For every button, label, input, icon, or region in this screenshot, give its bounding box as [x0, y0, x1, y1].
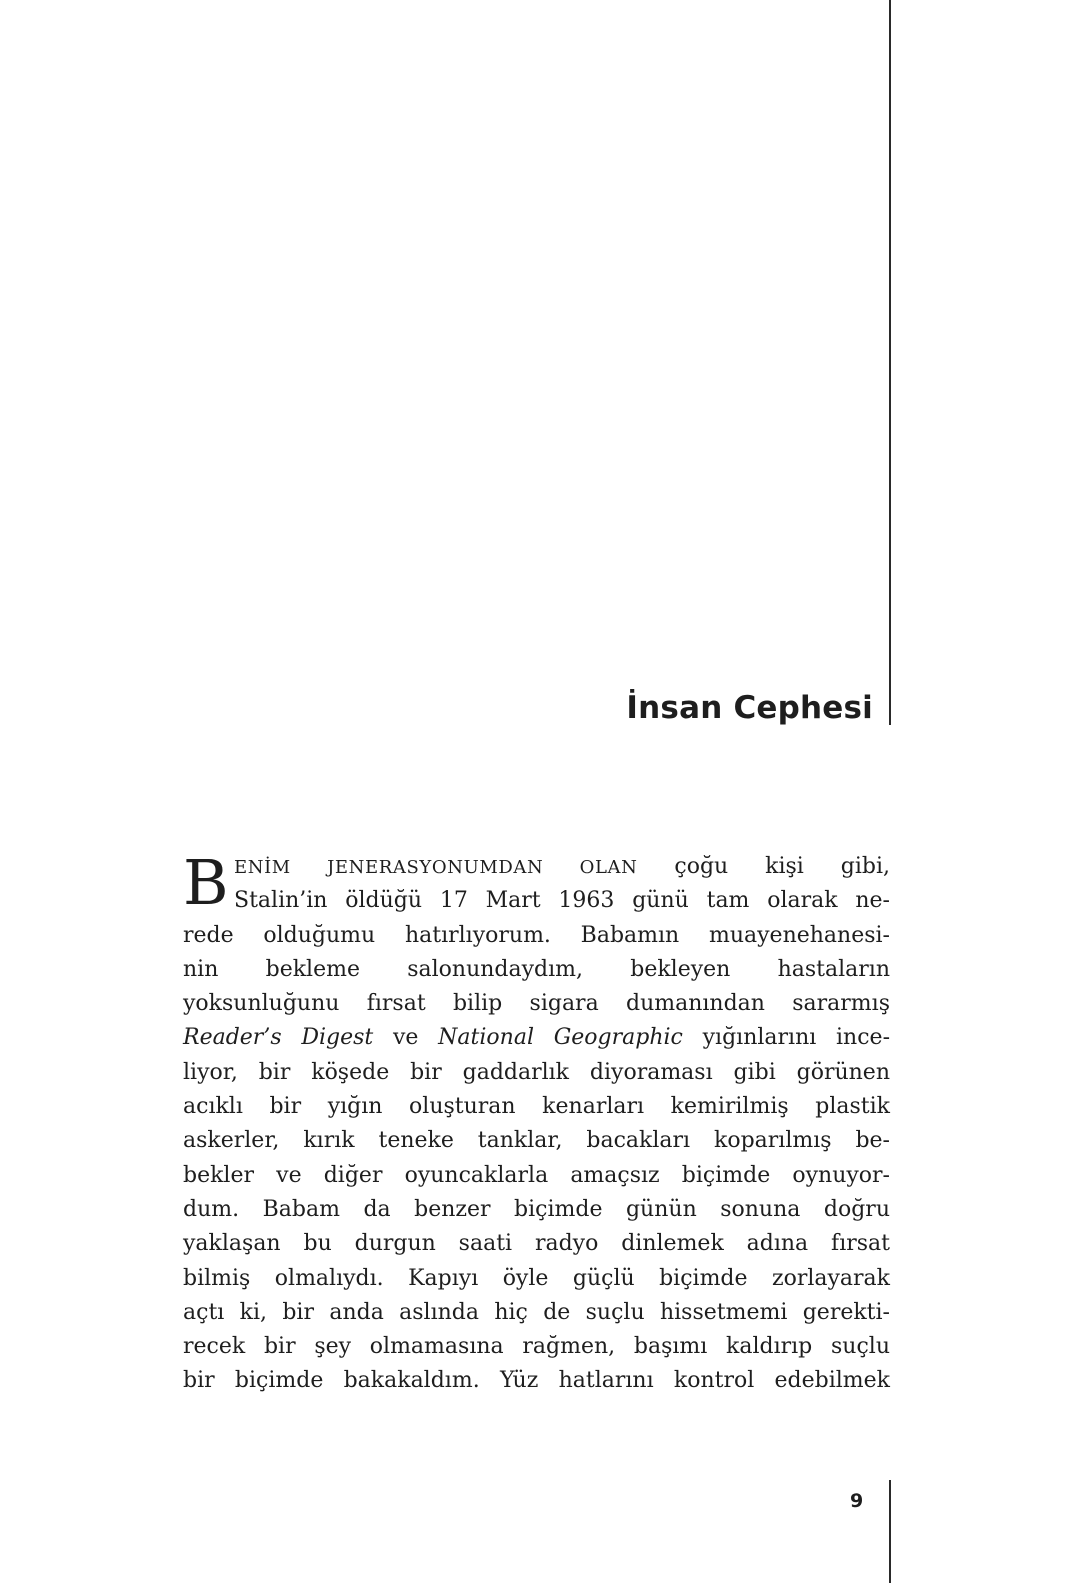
text-fragment: ve [373, 1025, 439, 1051]
text-line: yaklaşan bu durgun saati radyo dinlemek adına fırsat [183, 1231, 890, 1257]
text-line: recek bir şey olmamasına rağmen, başımı kaldırıp suçlu [183, 1334, 890, 1360]
italic-title-readers-digest: Reader’s Digest [183, 1025, 374, 1051]
smallcaps-lead: ENİM JENERASYONUMDAN OLAN [234, 857, 638, 878]
italic-title-national-geographic: National Geographic [438, 1025, 683, 1051]
text-line: bir biçimde bakakaldım. Yüz hatlarını kontrol edebilmek [183, 1368, 890, 1394]
text-line: açtı ki, bir anda aslında hiç de suçlu hissetmemi gerekti- [183, 1299, 890, 1325]
chapter-title: İnsan Cephesi [626, 690, 873, 726]
margin-rule-bottom [889, 1480, 891, 1583]
text-line [183, 850, 890, 884]
text-line: rede olduğumu hatırlıyorum. Babamın muayenehanesi- [183, 922, 890, 948]
text-line: yoksunluğunu fırsat bilip sigara dumanından sararmış [183, 991, 890, 1017]
text-line [183, 1021, 890, 1055]
text-line: bilmiş olmalıydı. Kapıyı öyle güçlü biçimde zorlayarak [183, 1265, 890, 1291]
text-line: acıklı bir yığın oluşturan kenarları kemirilmiş plastik [183, 1094, 890, 1120]
text-line: Stalin’in öldüğü 17 Mart 1963 günü tam olarak ne- [234, 888, 890, 914]
text-line: bekler ve diğer oyuncaklarla amaçsız biçimde oynuyor- [183, 1162, 890, 1188]
body-paragraph [183, 846, 890, 1399]
page-number: 9 [850, 1490, 864, 1512]
text-line: liyor, bir köşede bir gaddarlık diyoraması gibi görünen [183, 1059, 890, 1085]
text-line: dum. Babam da benzer biçimde günün sonuna doğru [183, 1196, 890, 1222]
text-line: nin bekleme salonundaydım, bekleyen hastaların [183, 956, 890, 982]
text-line: askerler, kırık teneke tanklar, bacakları koparılmış be- [183, 1128, 890, 1154]
margin-rule-top [889, 0, 891, 725]
text-line-rest: çoğu kişi gibi, [637, 854, 890, 879]
text-line-rest: yığınlarını ince- [682, 1025, 890, 1051]
drop-cap: B [183, 846, 229, 919]
